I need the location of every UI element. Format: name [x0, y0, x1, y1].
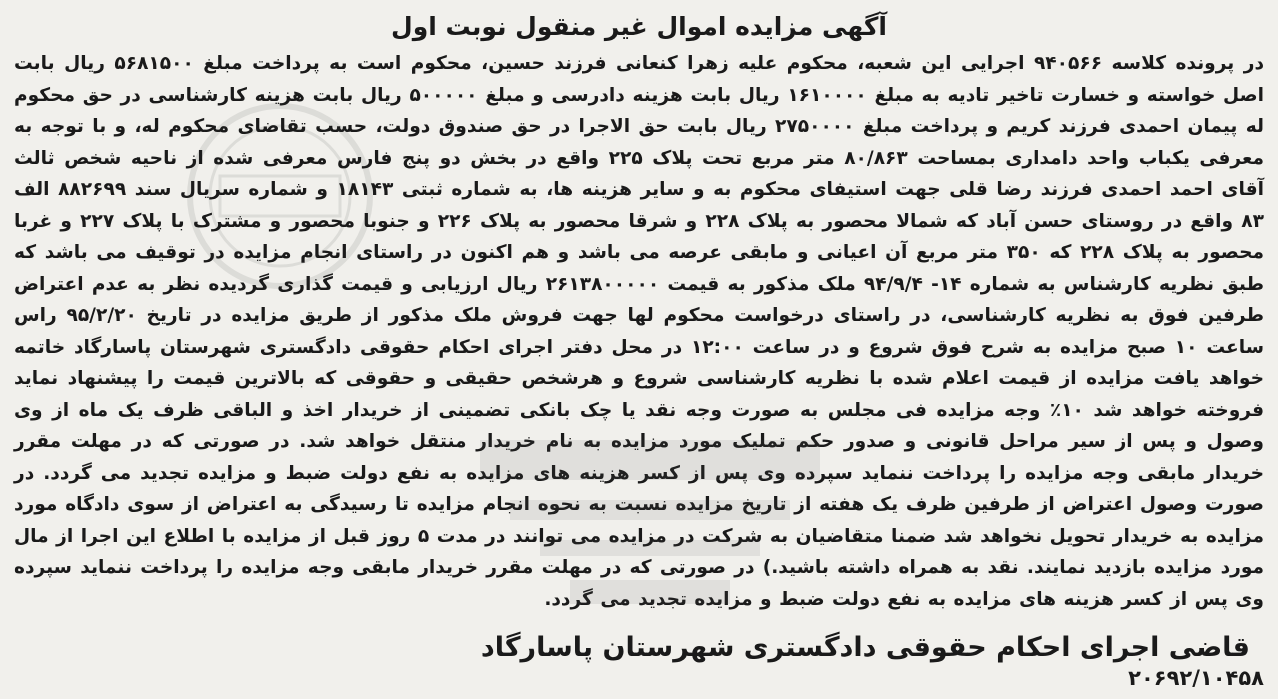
signature-line: قاضی اجرای احکام حقوقی دادگستری شهرستان پاسارگاد: [480, 632, 1250, 663]
reference-number: ۲۰۶۹۲/۱۰۴۵۸: [1128, 666, 1264, 690]
notice-body: در پرونده کلاسه ۹۴۰۵۶۶ اجرایی این شعبه، محکوم علیه زهرا کنعانی فرزند حسین، محکوم است به پرداخت مبلغ ۵۶۸۱۵۰۰ ریال بابت اصل خواسته و خسارت تاخیر تادیه به مبلغ ۱۶۱۰۰۰۰ ریال بابت هزینه دادرسی و مبلغ ۵۰۰۰۰۰ ریال بابت هزینه کارشناسی در حق محکوم له پیمان احمدی فرزند کریم و پرداخت مبلغ ۲۷۵۰۰۰۰ ریال بابت حق الاجرا در حق صندوق دولت، حسب تقاضای محکوم له، و با توجه به معرفی یکباب واحد دامداری بمساحت ۸۰/۸۶۳ متر مربع تحت پلاک ۲۲۵ واقع در بخش دو پنج فارس معرفی شده از ناحیه شخص ثالث آقای احمد احمدی فرزند رضا قلی جهت استیفای محکوم به و سایر هزینه ها، به شماره ثبتی ۱۸۱۴۳ و شماره سریال سند ۸۸۲۶۹۹ الف ۸۳ واقع در روستای حسن آباد که شمالا محصور به پلاک ۲۲۸ و شرقا محصور به پلاک ۲۲۶ و جنوبا محصور و مشترک با پلاک ۲۲۷ و غربا محصور به پلاک ۲۲۸ که ۳۵۰ متر مربع آن اعیانی و مابقی عرصه می باشد و هم اکنون در راستای انجام مزایده در توقیف می باشد که طبق نظریه کارشناس به شماره ۱۴- ۹۴/۹/۴ ملک مذکور به قیمت ۲۶۱۳۸۰۰۰۰۰ ریال ارزیابی و قیمت گذاری گردیده نظر به عدم اعتراض طرفین فوق به نظریه کارشناسی، در راستای درخواست محکوم لها جهت فروش ملک مذکور از طریق مزایده در تاریخ ۹۵/۲/۲۰ راس ساعت ۱۰ صبح مزایده به شرح فوق شروع و در ساعت ۱۲:۰۰ در محل دفتر اجرای احکام حقوقی دادگستری شهرستان پاسارگاد خاتمه خواهد یافت مزایده از قیمت اعلام شده با نظریه کارشناسی شروع و هرشخص حقیقی و حقوقی که بالاترین قیمت را پیشنهاد نماید فروخته خواهد شد ۱۰٪ وجه مزایده فی مجلس به صورت وجه نقد یا چک بانکی تضمینی از خریدار اخذ و الباقی ظرف یک ماه از وی وصول و پس از سیر مراحل قانونی و صدور حکم تملیک مورد مزایده به نام خریدار منتقل خواهد شد. در صورتی که در مهلت مقرر خریدار مابقی وجه مزایده را پرداخت ننماید سپرده وی پس از کسر هزینه های مزایده به نفع دولت ضبط و مزایده تجدید می گردد. در صورت وصول اعتراض از طرفین ظرف یک هفته از تاریخ مزایده نسبت به نحوه انجام مزایده تا رسیدگی به اعتراض از سوی دادگاه مورد مزایده به خریدار تحویل نخواهد شد ضمنا متقاضیان به شرکت در مزایده می توانند در مدت ۵ روز قبل از مزایده با اطلاع این اجرا از مال مورد مزایده بازدید نمایند. نقد به همراه داشته باشید.) در صورتی که در مهلت مقرر خریدار مابقی وجه مزایده را پرداخت ننماید سپرده وی پس از کسر هزینه های مزایده به نفع دولت ضبط و مزایده تجدید می گردد.: [14, 53, 1265, 610]
notice-title: آگهی مزایده اموال غیر منقول نوبت اول: [391, 12, 887, 41]
notice-footer: [14, 631, 1264, 691]
